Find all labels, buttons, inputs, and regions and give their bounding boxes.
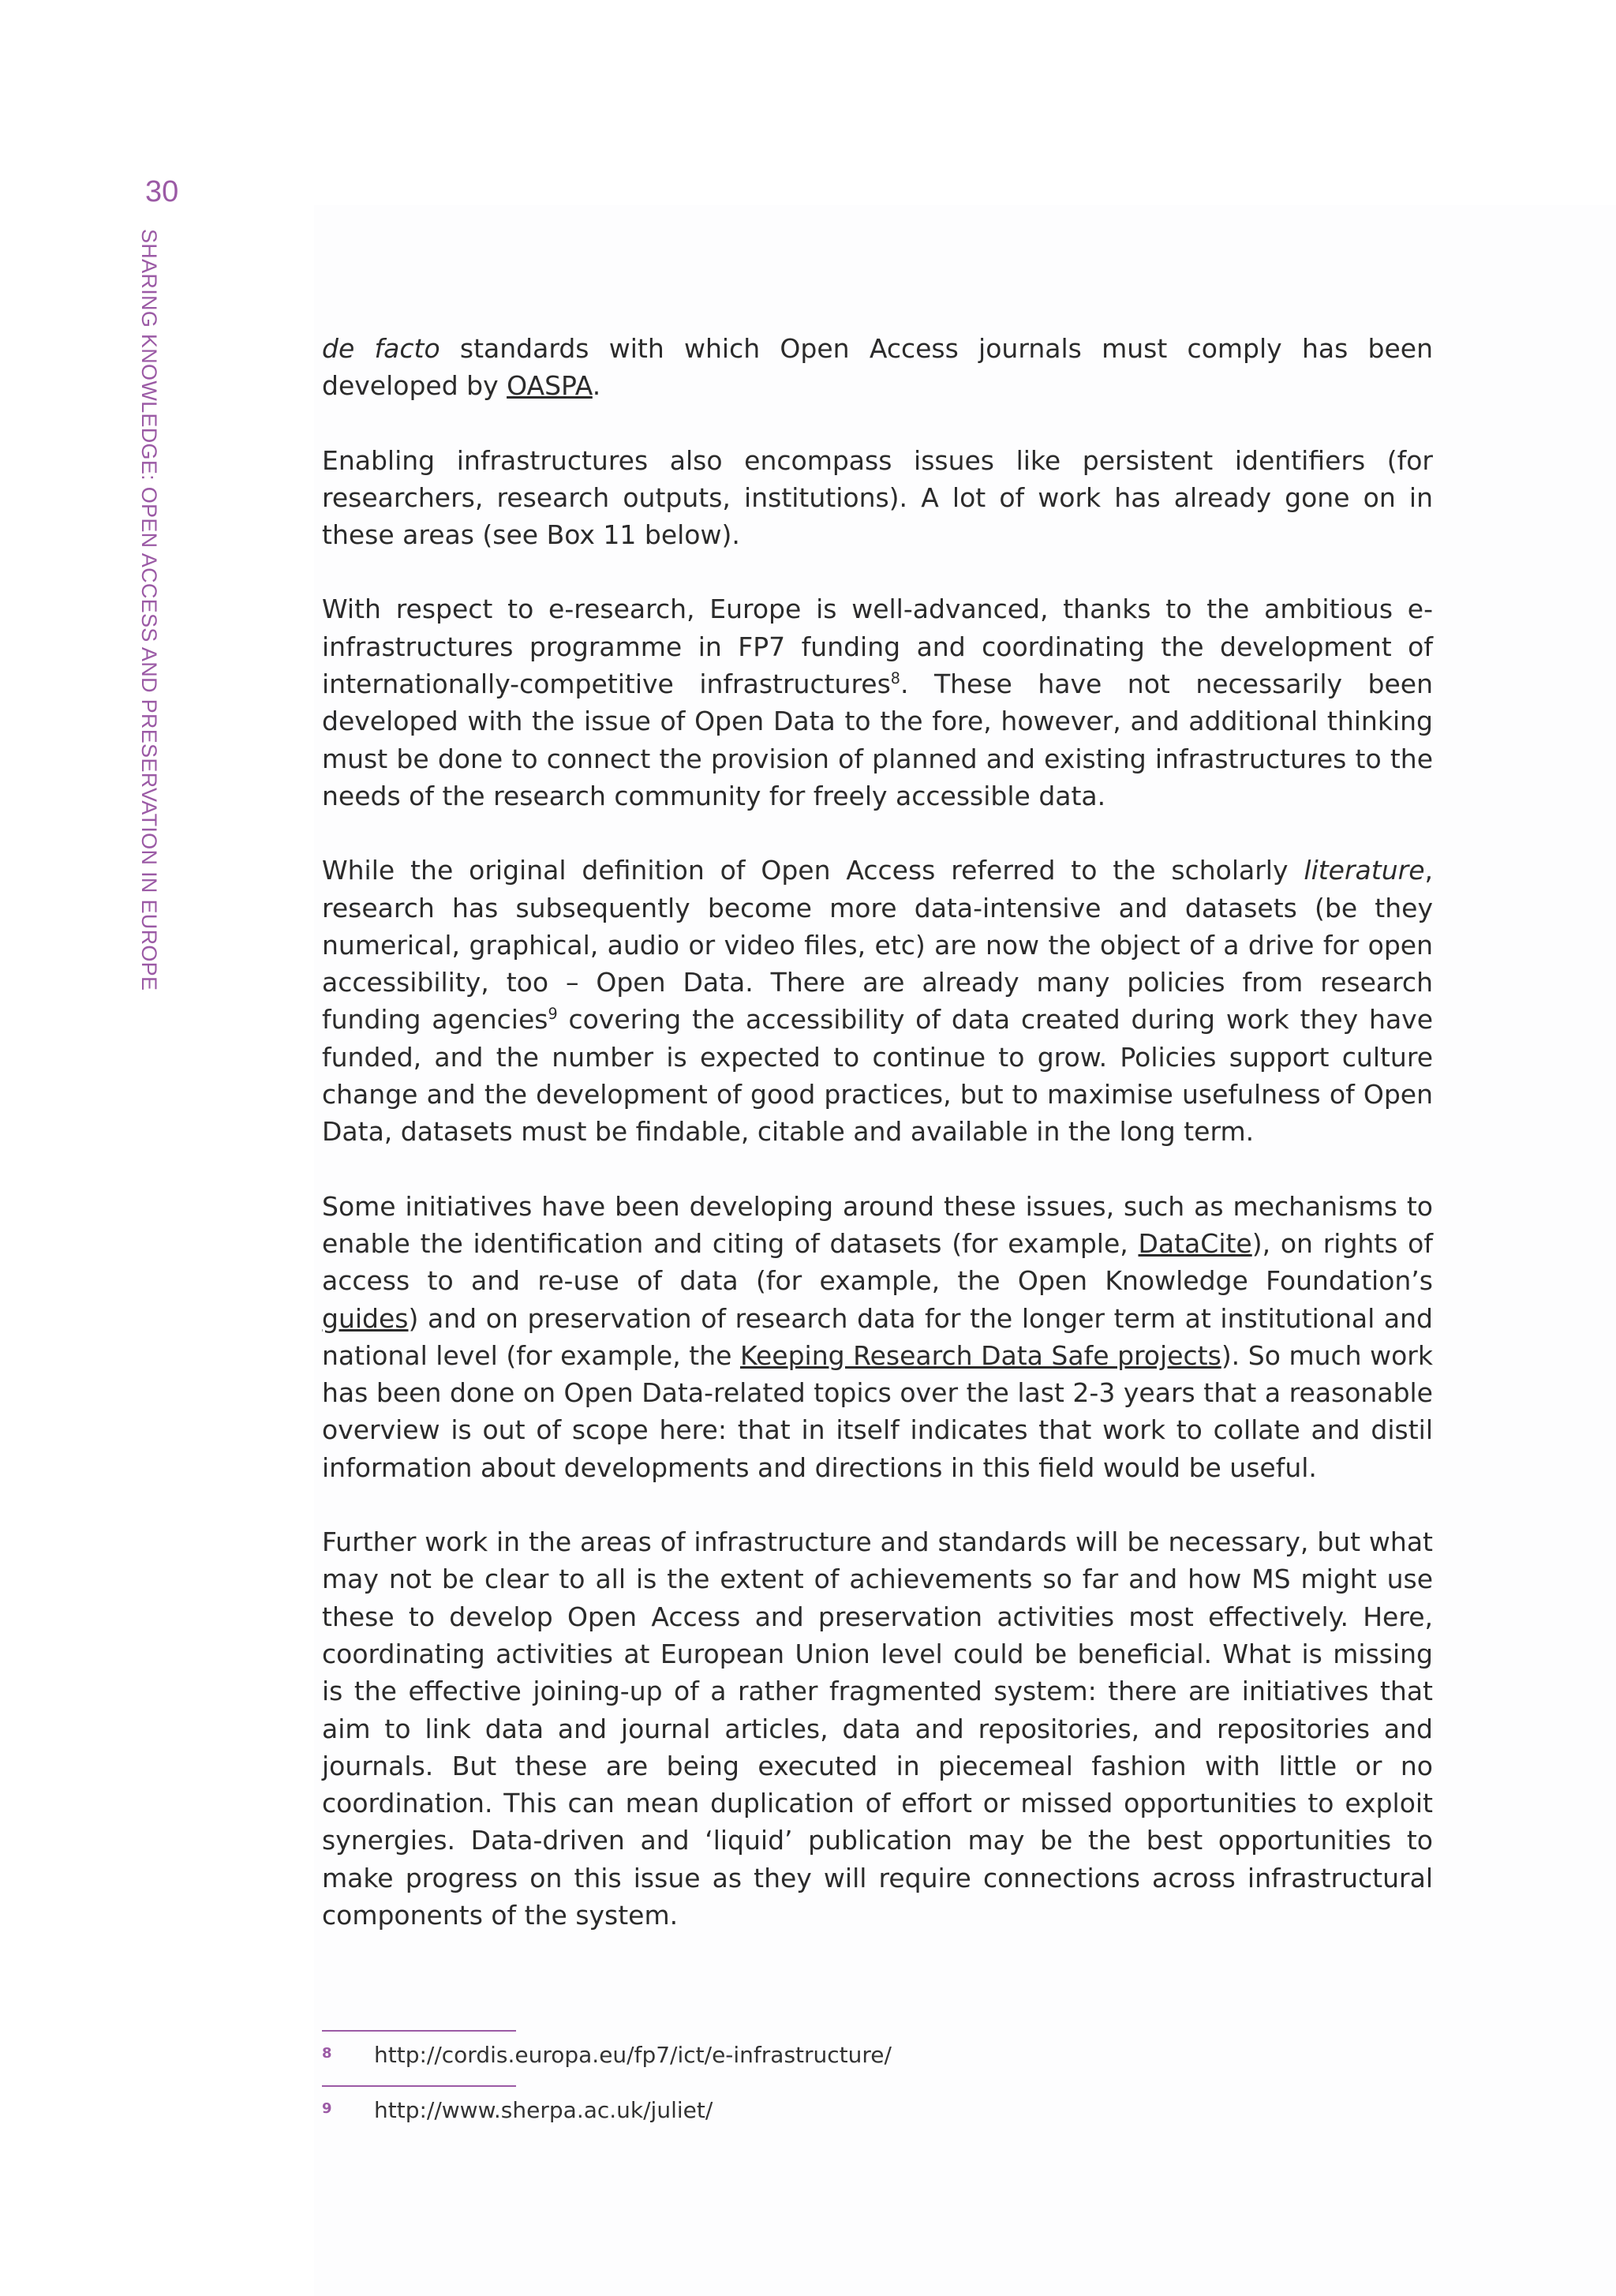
paragraph-3-text-after: . These have not necessarily been developed with the issue of Open Data to the fore, however, and additional thinking must be done to connect the provision of planned and existing infrastructures to the needs of the research community for freely accessible data. (322, 669, 1433, 811)
paragraph-4-text-3: covering the accessibility of data created during work they have funded, and the number is expected to continue to grow. Policies support culture change and the development of good practices, but to maximise usefulness of Open Data, datasets must be findable, citable and available in the long term. (322, 1004, 1433, 1148)
paragraph-1-text: standards with which Open Access journals must comply has been developed by (322, 333, 1434, 402)
paragraph-4-text-2: , research has subsequently become more data-intensive and datasets (be they numerical, graphical, audio or video files, etc) are now the object of a drive for open accessibility, too – Open Data. There are already many policies from research funding agencies (322, 855, 1433, 1036)
guides-link[interactable]: guides (322, 1302, 409, 1334)
paragraph-3-text: With respect to e-research, Europe is well-advanced, thanks to the ambitious e-infrastructures programme in FP7 funding and coordinating the development of internationally-competitive infrastructures (322, 594, 1433, 700)
oaspa-link[interactable]: OASPA (507, 370, 593, 402)
paragraph-1-end: . (592, 370, 601, 402)
page-number: 30 (145, 175, 179, 208)
paragraph-5-text: Some initiatives have been developing around these issues, such as mechanisms to enable the identification and citing of datasets (for example, (322, 1190, 1433, 1259)
footnote-8 (322, 2032, 1433, 2085)
italic-literature: literature (1304, 855, 1425, 886)
paragraph-5-text-4: ). So much work has been done on Open Data-related topics over the last 2-3 years that a reasonable overview is out of scope here: that in itself indicates that work to collate and distil information about developments and directions in this field would be useful. (322, 1339, 1433, 1483)
keeping-research-data-safe-link[interactable]: Keeping Research Data Safe projects (739, 1339, 1221, 1371)
footnote-9 (322, 2087, 1433, 2141)
paragraph-2: Enabling infrastructures also encompass issues like persistent identifiers (for researchers, research outputs, institutions). A lot of work has already gone on in these areas (see Box 11 below). (322, 444, 1433, 551)
paragraph-5-text-3: ) and on preservation of research data for the longer term at institutional and national level (for example, the (322, 1302, 1433, 1371)
footnote-number: 8 (322, 2045, 332, 2062)
paragraph-1 (322, 330, 1433, 405)
datacite-link[interactable]: DataCite (1138, 1227, 1252, 1259)
footnote-number: 9 (322, 2100, 332, 2117)
footnote-8-url[interactable]: http://cordis.europa.eu/fp7/ict/e-infrastructure/ (374, 2042, 892, 2068)
footnotes (322, 2030, 1433, 2141)
paragraph-5 (322, 1188, 1433, 1486)
running-head: SHARING KNOWLEDGE: OPEN ACCESS AND PRESERVATION IN EUROPE (137, 229, 161, 991)
paragraph-4-text: While the original definition of Open Access referred to the scholarly (322, 855, 1304, 886)
italic-de-facto: de facto (322, 333, 440, 364)
footnote-9-url[interactable]: http://www.sherpa.ac.uk/juliet/ (374, 2097, 713, 2123)
body-text (322, 330, 1433, 1971)
paragraph-5-text-2: ), on rights of access to and re-use of data (for example, the Open Knowledge Foundation’s (322, 1227, 1433, 1297)
paragraph-4 (322, 852, 1433, 1150)
footnote-ref-9[interactable]: 9 (548, 1005, 558, 1024)
footnote-ref-8[interactable]: 8 (890, 669, 900, 688)
paragraph-3 (322, 590, 1433, 815)
paragraph-6: Further work in the areas of infrastructure and standards will be necessary, but what may not be clear to all is the extent of achievements so far and how MS might use these to develop Open Access and preservation activities most effectively. Here, coordinating activities at European Union level could be beneficial. What is missing is the effective joining-up of a rather fragmented system: there are initiatives that aim to link data and journal articles, data and repositories, and repositories and journals. But these are being executed in piecemeal fashion with little or no coordination. This can mean duplication of effort or missed opportunities to exploit synergies. Data-driven and ‘liquid’ publication may be the best opportunities to make progress on this issue as they will require connections across infrastructural components of the system. (322, 1526, 1433, 1931)
